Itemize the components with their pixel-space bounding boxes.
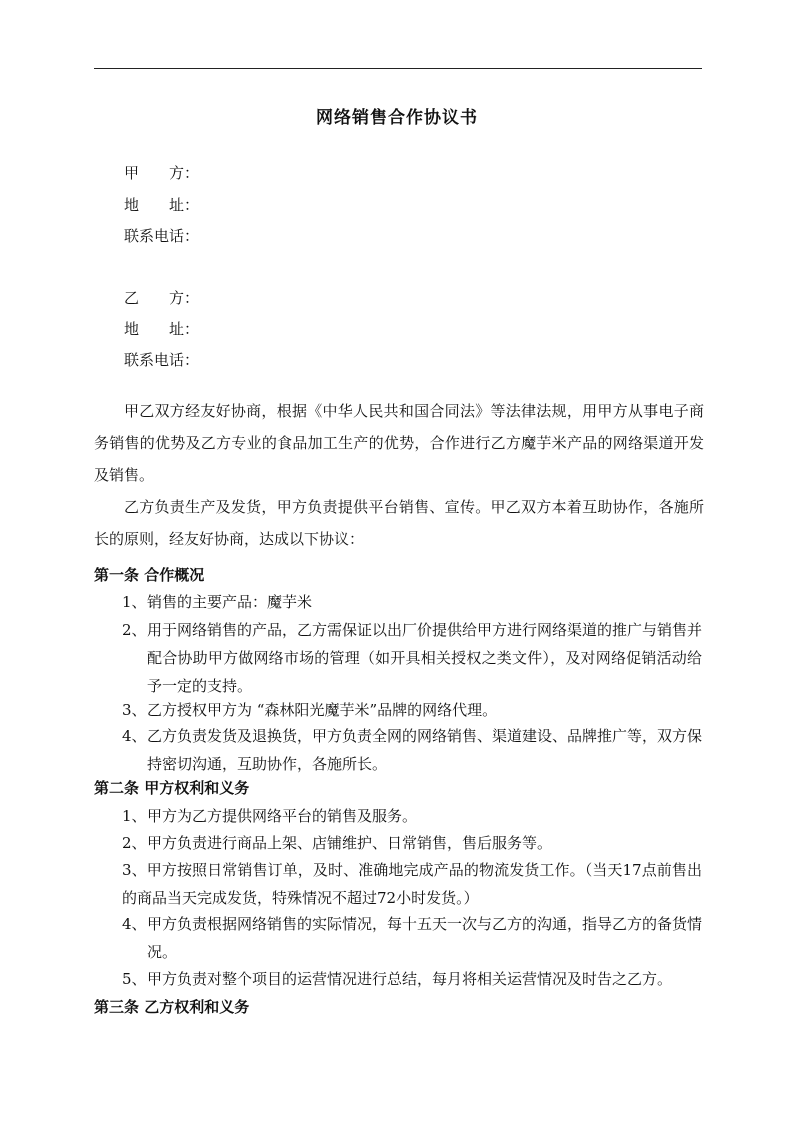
- list-item: [122, 856, 702, 912]
- article-3-heading: 第三条 乙方权利和义务: [94, 998, 250, 1016]
- item-text: 销售的主要产品：魔芋米: [147, 593, 313, 611]
- item-number: 2、: [122, 621, 147, 639]
- intro-paragraph: 甲乙双方经友好协商，根据《中华人民共和国合同法》等法律法规，用甲方从事电子商务销售的优势及乙方专业的食品加工生产的优势，合作进行乙方魔芋米产品的网络渠道开发及销售。: [94, 402, 704, 484]
- item-number: 3、: [122, 861, 147, 879]
- party-b-address-label: 地 址：: [124, 320, 200, 338]
- party-b-name-label: 乙 方：: [124, 289, 200, 307]
- list-item: [122, 616, 702, 700]
- party-a-name-label: 甲 方：: [124, 164, 200, 182]
- article-1-heading: 第一条 合作概况: [94, 566, 205, 584]
- list-item: [122, 910, 702, 966]
- party-a-phone-label: 联系电话：: [124, 227, 200, 245]
- list-item: [122, 588, 702, 616]
- item-text: 乙方负责发货及退换货，甲方负责全网的网络销售、渠道建设、品牌推广等，双方保持密切沟通，互助协作，各施所长。: [147, 727, 703, 773]
- item-number: 4、: [122, 915, 147, 933]
- item-text: 甲方负责进行商品上架、店铺维护、日常销售，售后服务等。: [147, 834, 553, 852]
- document-title: 网络销售合作协议书: [316, 108, 478, 128]
- item-text: 用于网络销售的产品，乙方需保证以出厂价提供给甲方进行网络渠道的推广与销售并配合协助甲方做网络市场的管理（如开具相关授权之类文件），及对网络促销活动给予一定的支持。: [147, 621, 703, 695]
- list-item: [122, 829, 702, 857]
- item-text: 甲方负责根据网络销售的实际情况，每十五天一次与乙方的沟通，指导乙方的备货情况。: [147, 915, 703, 961]
- header-rule: [94, 68, 702, 69]
- item-text: 甲方按照日常销售订单，及时、准确地完成产品的物流发货工作。（当天17点前售出的商品当天完成发货，特殊情况不超过72小时发货。）: [122, 861, 702, 907]
- party-a-address-field: [124, 196, 199, 214]
- item-number: 3、: [122, 701, 147, 719]
- item-text: 甲方为乙方提供网络平台的销售及服务。: [147, 807, 418, 825]
- list-item: [122, 802, 702, 830]
- item-number: 2、: [122, 834, 147, 852]
- item-text: 乙方授权甲方为 “森林阳光魔芋米”品牌的网络代理。: [147, 701, 498, 719]
- item-text-wrap: [122, 856, 702, 912]
- party-a-name-field: [124, 164, 199, 182]
- list-item: [122, 965, 702, 993]
- party-b-phone-label: 联系电话：: [124, 351, 200, 369]
- party-b-phone-field: [124, 351, 199, 369]
- list-item: [122, 696, 702, 724]
- list-item: [122, 722, 702, 778]
- article-2-heading: 第二条 甲方权利和义务: [94, 779, 250, 797]
- item-text: 甲方负责对整个项目的运营情况进行总结，每月将相关运营情况及时告之乙方。: [147, 970, 673, 988]
- intro-paragraph: 乙方负责生产及发货，甲方负责提供平台销售、宣传。甲乙双方本着互助协作，各施所长的原则，经友好协商，达成以下协议：: [94, 498, 704, 548]
- party-b-address-field: [124, 320, 199, 338]
- item-number: 1、: [122, 807, 147, 825]
- party-a-phone-field: [124, 227, 199, 245]
- item-number: 4、: [122, 727, 147, 745]
- party-a-address-label: 地 址：: [124, 196, 200, 214]
- item-number: 5、: [122, 970, 147, 988]
- item-number: 1、: [122, 593, 147, 611]
- party-b-name-field: [124, 289, 199, 307]
